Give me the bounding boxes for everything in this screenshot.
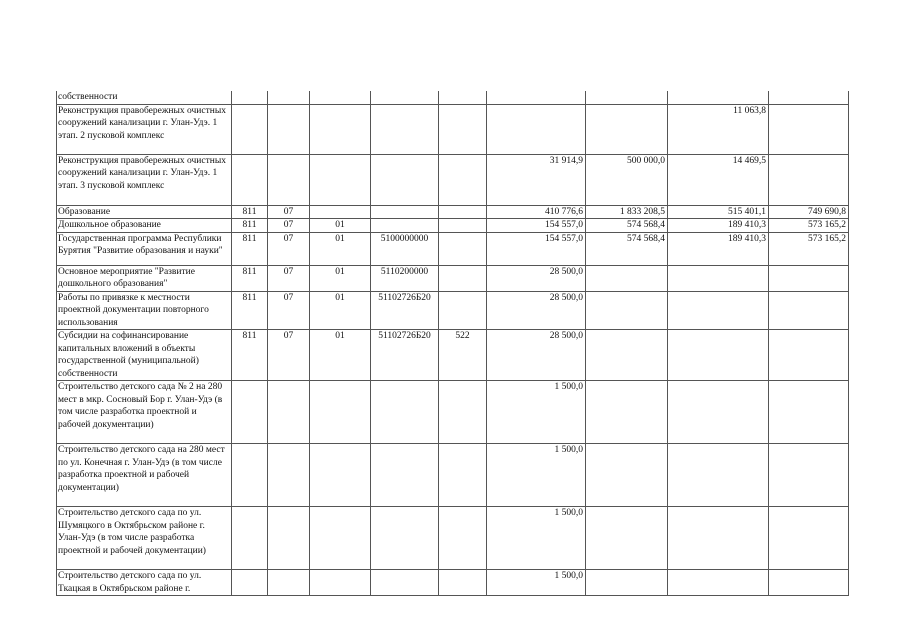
ministry-code-cell	[232, 507, 268, 570]
amount-3-cell	[668, 330, 769, 381]
table-row	[57, 91, 849, 104]
expense-type-cell	[439, 570, 487, 596]
ministry-code-cell: 811	[232, 265, 268, 291]
amount-3-cell: 189 410,3	[668, 219, 769, 233]
expense-type-cell	[439, 265, 487, 291]
expense-type-cell	[439, 154, 487, 205]
expense-type-cell	[439, 381, 487, 444]
item-name-cell: Реконструкция правобережных очистных сооружений канализации г. Улан-Удэ. 1 этап. 3 пусковой комплекс	[57, 154, 232, 205]
ministry-code-cell: 811	[232, 232, 268, 265]
amount-1-cell: 1 500,0	[487, 507, 586, 570]
expense-type-cell	[439, 104, 487, 154]
amount-4-cell	[769, 104, 849, 154]
amount-1-cell: 28 500,0	[487, 265, 586, 291]
ministry-code-cell	[232, 91, 268, 104]
expense-type-cell	[439, 291, 487, 330]
amount-2-cell: 500 000,0	[586, 154, 668, 205]
target-article-cell	[371, 570, 439, 596]
ministry-code-cell	[232, 104, 268, 154]
amount-4-cell: 573 165,2	[769, 219, 849, 233]
subsection-code-cell: 01	[310, 291, 371, 330]
item-name-cell: Основное мероприятие "Развитие дошкольного образования"	[57, 265, 232, 291]
amount-3-cell	[668, 444, 769, 507]
amount-1-cell: 1 500,0	[487, 444, 586, 507]
section-code-cell: 07	[268, 219, 310, 233]
section-code-cell	[268, 444, 310, 507]
target-article-cell: 5110200000	[371, 265, 439, 291]
amount-1-cell: 154 557,0	[487, 232, 586, 265]
amount-3-cell: 189 410,3	[668, 232, 769, 265]
amount-4-cell	[769, 91, 849, 104]
section-code-cell: 07	[268, 205, 310, 219]
expense-type-cell: 522	[439, 330, 487, 381]
section-code-cell: 07	[268, 291, 310, 330]
budget-table	[56, 91, 849, 596]
amount-1-cell: 410 776,6	[487, 205, 586, 219]
amount-1-cell: 1 500,0	[487, 570, 586, 596]
section-code-cell	[268, 154, 310, 205]
table-row	[57, 570, 849, 596]
target-article-cell	[371, 219, 439, 233]
item-name-cell: Работы по привязке к местности проектной документации повторного использования	[57, 291, 232, 330]
amount-4-cell	[769, 154, 849, 205]
section-code-cell	[268, 91, 310, 104]
amount-4-cell	[769, 570, 849, 596]
target-article-cell: 5100000000	[371, 232, 439, 265]
subsection-code-cell: 01	[310, 330, 371, 381]
ministry-code-cell: 811	[232, 291, 268, 330]
section-code-cell: 07	[268, 232, 310, 265]
ministry-code-cell: 811	[232, 205, 268, 219]
table-row	[57, 232, 849, 265]
ministry-code-cell	[232, 444, 268, 507]
target-article-cell: 51102726Б20	[371, 291, 439, 330]
amount-4-cell	[769, 444, 849, 507]
item-name-cell: Образование	[57, 205, 232, 219]
amount-2-cell	[586, 330, 668, 381]
ministry-code-cell: 811	[232, 330, 268, 381]
expense-type-cell	[439, 444, 487, 507]
amount-4-cell	[769, 291, 849, 330]
table-row	[57, 219, 849, 233]
item-name-cell: Строительство детского сада по ул. Ткацкая в Октябрьском районе г.	[57, 570, 232, 596]
amount-4-cell	[769, 381, 849, 444]
amount-4-cell: 573 165,2	[769, 232, 849, 265]
table-row	[57, 444, 849, 507]
table-row	[57, 154, 849, 205]
amount-2-cell	[586, 91, 668, 104]
amount-1-cell	[487, 104, 586, 154]
amount-3-cell	[668, 291, 769, 330]
amount-1-cell	[487, 91, 586, 104]
item-name-cell: Строительство детского сада по ул. Шумяцкого в Октябрьском районе г. Улан-Удэ (в том числе разработка проектной и рабочей документации)	[57, 507, 232, 570]
target-article-cell	[371, 205, 439, 219]
amount-1-cell: 28 500,0	[487, 330, 586, 381]
amount-3-cell	[668, 265, 769, 291]
expense-type-cell	[439, 219, 487, 233]
target-article-cell	[371, 104, 439, 154]
amount-3-cell	[668, 381, 769, 444]
item-name-cell: Строительство детского сада № 2 на 280 мест в мкр. Сосновый Бор г. Улан-Удэ (в том числе разработка проектной и рабочей документации)	[57, 381, 232, 444]
subsection-code-cell	[310, 154, 371, 205]
section-code-cell	[268, 507, 310, 570]
target-article-cell	[371, 154, 439, 205]
section-code-cell	[268, 104, 310, 154]
section-code-cell	[268, 570, 310, 596]
table-row	[57, 381, 849, 444]
subsection-code-cell	[310, 104, 371, 154]
item-name-cell: Строительство детского сада на 280 мест по ул. Конечная г. Улан-Удэ (в том числе разработка проектной и рабочей документации)	[57, 444, 232, 507]
item-name-cell: Государственная программа Республики Бурятия "Развитие образования и науки"	[57, 232, 232, 265]
subsection-code-cell	[310, 381, 371, 444]
item-name-cell: собственности	[57, 91, 232, 104]
target-article-cell	[371, 444, 439, 507]
expense-type-cell	[439, 507, 487, 570]
table-row	[57, 330, 849, 381]
section-code-cell: 07	[268, 330, 310, 381]
subsection-code-cell	[310, 444, 371, 507]
subsection-code-cell	[310, 570, 371, 596]
amount-4-cell: 749 690,8	[769, 205, 849, 219]
amount-1-cell: 28 500,0	[487, 291, 586, 330]
amount-2-cell	[586, 104, 668, 154]
item-name-cell: Дошкольное образование	[57, 219, 232, 233]
table-row	[57, 507, 849, 570]
amount-2-cell	[586, 570, 668, 596]
ministry-code-cell	[232, 570, 268, 596]
amount-3-cell: 515 401,1	[668, 205, 769, 219]
target-article-cell	[371, 507, 439, 570]
target-article-cell: 51102726Б20	[371, 330, 439, 381]
amount-3-cell: 11 063,8	[668, 104, 769, 154]
amount-1-cell: 1 500,0	[487, 381, 586, 444]
subsection-code-cell	[310, 507, 371, 570]
amount-3-cell: 14 469,5	[668, 154, 769, 205]
ministry-code-cell	[232, 154, 268, 205]
amount-4-cell	[769, 330, 849, 381]
amount-2-cell	[586, 444, 668, 507]
amount-3-cell	[668, 91, 769, 104]
amount-4-cell	[769, 507, 849, 570]
subsection-code-cell	[310, 91, 371, 104]
table-row	[57, 104, 849, 154]
target-article-cell	[371, 381, 439, 444]
expense-type-cell	[439, 205, 487, 219]
subsection-code-cell: 01	[310, 232, 371, 265]
amount-2-cell	[586, 291, 668, 330]
target-article-cell	[371, 91, 439, 104]
subsection-code-cell: 01	[310, 219, 371, 233]
amount-2-cell: 574 568,4	[586, 232, 668, 265]
section-code-cell	[268, 381, 310, 444]
amount-2-cell	[586, 507, 668, 570]
table-row	[57, 205, 849, 219]
amount-1-cell: 154 557,0	[487, 219, 586, 233]
section-code-cell: 07	[268, 265, 310, 291]
expense-type-cell	[439, 91, 487, 104]
amount-4-cell	[769, 265, 849, 291]
ministry-code-cell: 811	[232, 219, 268, 233]
amount-2-cell: 1 833 208,5	[586, 205, 668, 219]
subsection-code-cell: 01	[310, 265, 371, 291]
amount-2-cell	[586, 381, 668, 444]
amount-3-cell	[668, 507, 769, 570]
item-name-cell: Субсидии на софинансирование капитальных вложений в объекты государственной (муниципальной) собственности	[57, 330, 232, 381]
subsection-code-cell	[310, 205, 371, 219]
expense-type-cell	[439, 232, 487, 265]
table-row	[57, 291, 849, 330]
amount-3-cell	[668, 570, 769, 596]
ministry-code-cell	[232, 381, 268, 444]
item-name-cell: Реконструкция правобережных очистных сооружений канализации г. Улан-Удэ. 1 этап. 2 пусковой комплекс	[57, 104, 232, 154]
amount-2-cell: 574 568,4	[586, 219, 668, 233]
table-row	[57, 265, 849, 291]
amount-2-cell	[586, 265, 668, 291]
amount-1-cell: 31 914,9	[487, 154, 586, 205]
